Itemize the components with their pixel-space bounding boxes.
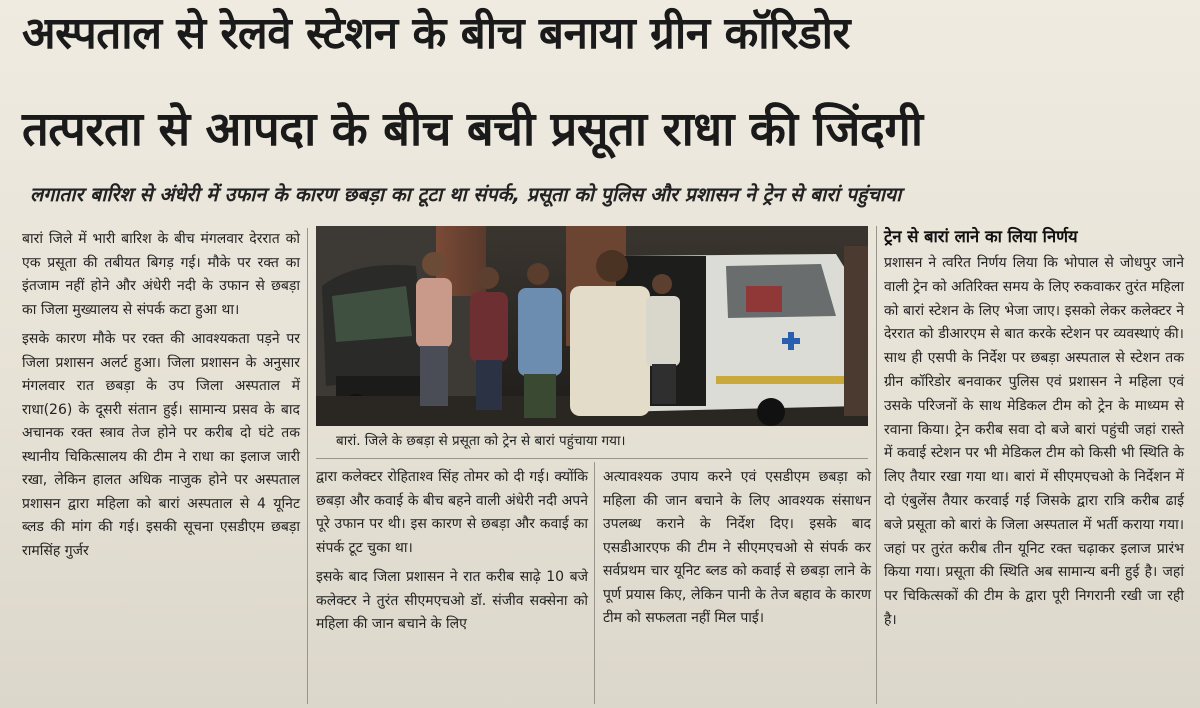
article-column-3 xyxy=(603,466,871,637)
paragraph: बारां जिले में भारी बारिश के बीच मंगलवार देररात को एक प्रसूता की तबीयत बिगड़ गई। मौके पर रक्त का इंतजाम नहीं होने और अंधेरी नदी के उफान से छबड़ा का जिला मुख्यालय से संपर्क कटा हुआ था। xyxy=(22,231,300,318)
article-column-4 xyxy=(884,252,1184,639)
article-column-2 xyxy=(316,466,588,643)
headline-line-1: अस्पताल से रेलवे स्टेशन के बीच बनाया ग्रीन कॉरिडोर xyxy=(22,8,850,59)
paragraph: द्वारा कलेक्टर रोहिताश्व सिंह तोमर को दी गई। क्योंकि छबड़ा और कवाई के बीच बहने वाली अंधेरी नदी अपने पूरे उफान पर थी। इस कारण से छबड़ा और कवाई का संपर्क टूट चुका था। xyxy=(316,469,588,556)
column-divider xyxy=(594,462,595,704)
subheadline: लगातार बारिश से अंधेरी में उफान के कारण छबड़ा का टूटा था संपर्क, प्रसूता को पुलिस और प्रशासन ने ट्रेन से बारां पहुंचाया xyxy=(30,183,902,206)
column-divider xyxy=(307,228,308,704)
caption-divider xyxy=(316,458,868,459)
news-photo-illustration xyxy=(316,226,868,426)
paragraph: प्रशासन ने त्वरित निर्णय लिया कि भोपाल से जोधपुर जाने वाली ट्रेन को अतिरिक्त समय के लिए रुकवाकर तुरंत महिला को बारां स्टेशन के लिए भेजा जाए। इसको लेकर कलेक्टर ने देररात को डीआरएम से बात करके स्टेशन पर व्यवस्थाएं की। साथ ही एसपी के निर्देश पर छबड़ा अस्पताल से स्टेशन तक ग्रीन कॉरिडोर बनवाकर पुलिस एवं प्रशासन ने महिला एवं उसके परिजनों के साथ मेडिकल टीम को ट्रेन के माध्यम से रवाना किया। ट्रेन करीब सवा दो बजे बारां पहुंची जहां रास्ते में कवाई स्टेशन पर भी मेडिकल टीम को किसी भी स्थिति के लिए तैयार रखा गया था। बारां में सीएमएचओ के निर्देशन में दो एंबुलेंस तैयार करवाई गई जिसके द्वारा रात्रि करीब ढाई बजे प्रसूता को बारां के जिला अस्पताल में भर्ती कराया गया। जहां पर तुरंत करीब तीन यूनिट रक्त चढ़ाकर इलाज प्रारंभ किया गया। प्रसूता की स्थिति अब सामान्य बनी हुई है। जहां पर चिकित्सकों की टीम के द्वारा पूरी निगरानी रखी जा रही है। xyxy=(884,255,1184,628)
paragraph: इसके कारण मौके पर रक्त की आवश्यकता पड़ने पर जिला प्रशासन अलर्ट हुआ। जिला प्रशासन के अनुसार मंगलवार रात छबड़ा के उप जिला अस्पताल में राधा(26) के दूसरी संतान हुई। सामान्य प्रसव के बाद अचानक रक्त स्त्राव तेज होने पर करीब दो घंटे तक स्थानीय चिकित्सालय की टीम ने राधा का इलाज जारी रखा, लेकिन हालत अधिक नाजुक होने पर अस्पताल प्रशासन द्वारा महिला को बारां अस्पताल से 4 यूनिट ब्लड की मांग की गई। इसकी सूचना एसडीएम छबड़ा रामसिंह गुर्जर xyxy=(22,331,300,559)
photo-caption: बारां. जिले के छबड़ा से प्रसूता को ट्रेन से बारां पहुंचाया गया। xyxy=(336,433,626,449)
section-heading: ट्रेन से बारां लाने का लिया निर्णय xyxy=(884,227,1078,246)
news-photo xyxy=(316,226,868,426)
paragraph: इसके बाद जिला प्रशासन ने रात करीब साढ़े 10 बजे कलेक्टर ने तुरंत सीएमएचओ डॉ. संजीव सक्सेना को महिला की जान बचाने के लिए xyxy=(316,569,588,632)
column-divider xyxy=(876,226,877,704)
headline-line-2: तत्परता से आपदा के बीच बची प्रसूता राधा की जिंदगी xyxy=(22,102,923,157)
paragraph: अत्यावश्यक उपाय करने एवं एसडीएम छबड़ा को महिला की जान बचाने के लिए आवश्यक संसाधन उपलब्ध कराने के निर्देश दिए। इसके बाद एसडीआरएफ की टीम ने सीएमएचओ से संपर्क कर सर्वप्रथम चार यूनिट ब्लड को कवाई से छबड़ा लाने के पूर्ण प्रयास किए, लेकिन पानी के तेज बहाव के कारण टीम को सफलता नहीं मिल पाई। xyxy=(603,469,871,626)
article-column-1 xyxy=(22,228,300,569)
